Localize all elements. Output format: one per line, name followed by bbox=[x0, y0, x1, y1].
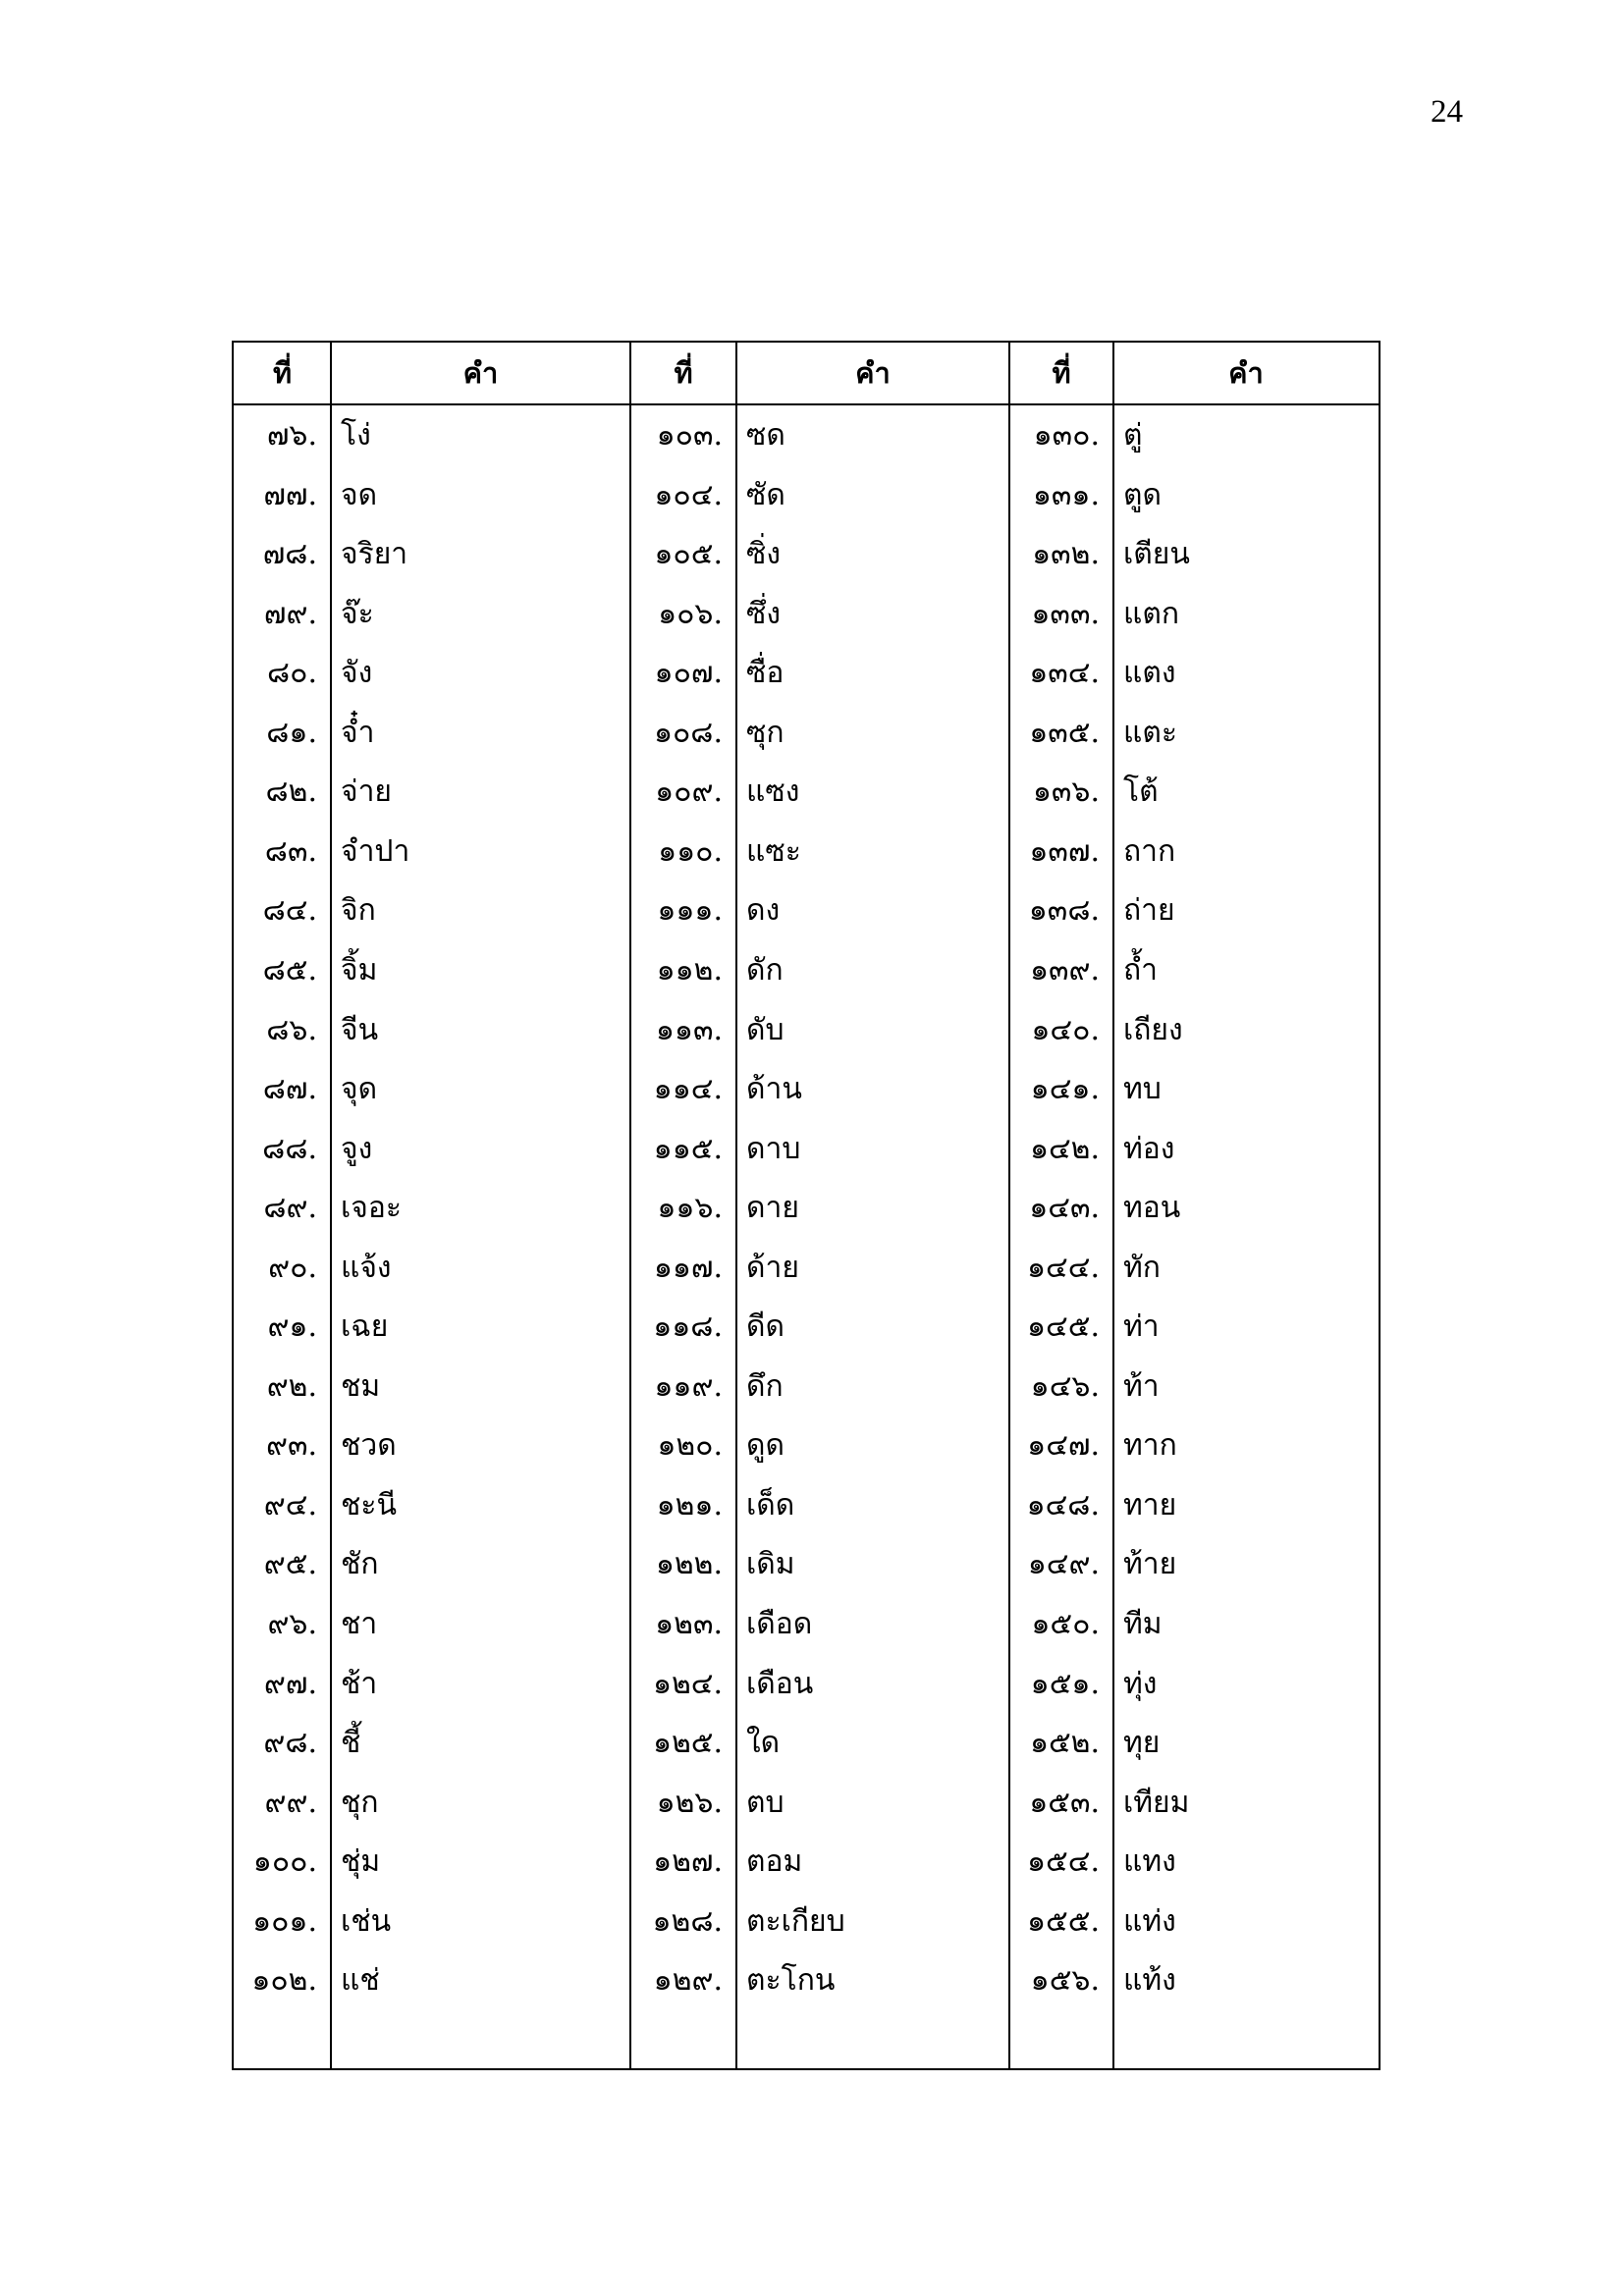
entry-word: จริยา bbox=[341, 537, 408, 572]
entry-word: แท้ง bbox=[1123, 1963, 1176, 1999]
entry-number: ๙๕. bbox=[263, 1547, 317, 1582]
entry-number: ๑๒๗. bbox=[653, 1844, 723, 1880]
entry-word: ชะนี bbox=[341, 1487, 397, 1522]
entry-number: ๘๑. bbox=[266, 715, 317, 750]
entry-word: ตอม bbox=[746, 1844, 803, 1880]
entry-number: ๑๓๖. bbox=[1032, 774, 1100, 810]
entry-number: ๑๒๓. bbox=[655, 1607, 723, 1641]
entry-number: ๑๕๓. bbox=[1029, 1785, 1100, 1820]
entry-word: ท่อง bbox=[1123, 1131, 1175, 1166]
header-word: คำ bbox=[462, 356, 499, 390]
entry-number: ๑๒๕. bbox=[652, 1726, 723, 1761]
entry-number: ๙๔. bbox=[263, 1487, 317, 1522]
header-number: ที่ bbox=[1052, 356, 1071, 390]
entry-word: จิ้ม bbox=[341, 952, 378, 988]
entry-word: ตู่ bbox=[1123, 418, 1143, 453]
entry-number: ๙๓. bbox=[265, 1428, 317, 1464]
entry-number: ๑๓๙. bbox=[1029, 952, 1100, 988]
entry-number: ๑๕๒. bbox=[1029, 1726, 1100, 1761]
entry-number: ๑๑๔. bbox=[653, 1072, 723, 1107]
entry-word: จูง bbox=[341, 1131, 373, 1166]
entry-number: ๑๓๘. bbox=[1028, 893, 1100, 929]
entry-word: ด้าน bbox=[746, 1072, 802, 1107]
entry-word: ดูด bbox=[746, 1428, 785, 1464]
entry-word: ชวด bbox=[341, 1428, 397, 1464]
entry-number: ๑๐๘. bbox=[653, 715, 723, 750]
entry-word: ชม bbox=[341, 1368, 381, 1404]
entry-number: ๑๔๗. bbox=[1027, 1428, 1100, 1464]
entry-word: จด bbox=[341, 477, 378, 512]
entry-number: ๑๕๑. bbox=[1030, 1666, 1100, 1701]
entry-word: ทาย bbox=[1123, 1487, 1177, 1522]
entry-number: ๙๑. bbox=[267, 1309, 317, 1345]
entry-number: ๑๓๒. bbox=[1032, 537, 1100, 572]
entry-word: ดึก bbox=[746, 1368, 784, 1404]
entry-number: ๑๒๙. bbox=[653, 1963, 723, 1999]
entry-word: ชุก bbox=[341, 1785, 379, 1820]
entry-number: ๑๔๔. bbox=[1027, 1250, 1100, 1285]
entry-word: ทุย bbox=[1123, 1726, 1161, 1761]
entry-word: ทัก bbox=[1123, 1250, 1161, 1285]
entry-number: ๑๑๑. bbox=[657, 893, 723, 929]
entry-number: ๗๖. bbox=[266, 418, 317, 453]
entry-word: ตะเกียบ bbox=[746, 1903, 845, 1939]
entry-number: ๑๒๘. bbox=[652, 1903, 723, 1939]
page-number: 24 bbox=[1431, 94, 1463, 130]
entry-word: ซัด bbox=[746, 477, 785, 512]
entry-word: ดาย bbox=[746, 1191, 799, 1226]
entry-word: เด็ด bbox=[746, 1487, 795, 1522]
entry-number: ๑๒๑. bbox=[656, 1487, 723, 1522]
entry-word: ใด bbox=[746, 1726, 781, 1761]
entry-number: ๑๐๒. bbox=[251, 1963, 317, 1999]
entry-word: ทบ bbox=[1123, 1072, 1162, 1107]
entry-word: ดาบ bbox=[746, 1131, 801, 1166]
entry-number: ๑๒๔. bbox=[652, 1666, 723, 1701]
entry-word: ชัก bbox=[341, 1547, 379, 1582]
entry-number: ๑๐๑. bbox=[252, 1903, 317, 1939]
entry-word: เดือด bbox=[746, 1607, 813, 1641]
entry-number: ๑๑๙. bbox=[654, 1368, 723, 1404]
entry-number: ๑๐๔. bbox=[654, 477, 723, 512]
entry-number: ๑๓๓. bbox=[1031, 596, 1100, 631]
entry-word: เดือน bbox=[746, 1666, 814, 1701]
entry-word: แท่ง bbox=[1123, 1903, 1176, 1939]
entry-word: จ๊ะ bbox=[341, 596, 374, 631]
entry-number: ๑๑๓. bbox=[655, 1012, 723, 1047]
entry-number: ๑๓๔. bbox=[1029, 656, 1100, 691]
entry-number: ๑๓๗. bbox=[1029, 833, 1100, 869]
entry-word: เตียน bbox=[1123, 537, 1190, 572]
entry-word: จีน bbox=[341, 1012, 379, 1047]
entry-number: ๑๒๖. bbox=[656, 1785, 723, 1820]
entry-number: ๙๒. bbox=[266, 1368, 317, 1404]
entry-number: ๑๓๑. bbox=[1032, 477, 1100, 512]
header-word: คำ bbox=[855, 356, 891, 390]
entry-number: ๑๑๘. bbox=[653, 1309, 723, 1345]
entry-word: แตก bbox=[1123, 596, 1179, 631]
entry-word: เทียม bbox=[1123, 1785, 1190, 1820]
entry-word: ทุ่ง bbox=[1123, 1666, 1158, 1701]
entry-word: แทง bbox=[1123, 1844, 1176, 1880]
entry-word: เจอะ bbox=[341, 1191, 402, 1226]
entry-number: ๙๗. bbox=[263, 1666, 317, 1701]
entry-number: ๑๔๓. bbox=[1029, 1191, 1100, 1226]
entry-word: เดิม bbox=[746, 1547, 795, 1582]
entry-number: ๑๔๕. bbox=[1027, 1309, 1100, 1345]
entry-number: ๘๙. bbox=[263, 1191, 317, 1226]
entry-word: ตบ bbox=[746, 1785, 785, 1820]
entry-number: ๑๐๓. bbox=[656, 418, 723, 453]
entry-number: ๑๕๖. bbox=[1030, 1963, 1100, 1999]
entry-number: ๘๗. bbox=[262, 1072, 317, 1107]
entry-number: ๘๓. bbox=[264, 833, 317, 869]
entry-word: เถียง bbox=[1123, 1012, 1183, 1047]
entry-word: ช้า bbox=[341, 1666, 378, 1701]
entry-number: ๗๙. bbox=[263, 596, 317, 631]
entry-word: ดง bbox=[746, 893, 781, 929]
entry-word: แตะ bbox=[1123, 715, 1177, 750]
entry-number: ๑๔๘. bbox=[1026, 1487, 1100, 1522]
entry-word: แช่ bbox=[341, 1963, 380, 1999]
entry-word: จำปา bbox=[341, 833, 410, 869]
entry-number: ๑๒๐. bbox=[657, 1428, 723, 1464]
entry-number: ๘๕. bbox=[262, 952, 317, 988]
entry-number: ๑๕๕. bbox=[1027, 1903, 1100, 1939]
entry-number: ๙๐. bbox=[268, 1250, 317, 1285]
word-table bbox=[232, 341, 1380, 2070]
entry-word: ซึ่ง bbox=[746, 596, 782, 631]
entry-word: ถ่าย bbox=[1123, 893, 1175, 929]
entry-word: เฉย bbox=[341, 1309, 389, 1345]
entry-word: ซด bbox=[746, 418, 785, 453]
entry-number: ๙๖. bbox=[267, 1607, 317, 1641]
column-divider bbox=[735, 343, 737, 2068]
entry-word: ดัก bbox=[746, 952, 784, 988]
entry-number: ๑๑๒. bbox=[656, 952, 723, 988]
entry-word: ทอน bbox=[1123, 1191, 1181, 1226]
entry-word: เช่น bbox=[341, 1903, 392, 1939]
entry-number: ๑๕๐. bbox=[1031, 1607, 1100, 1641]
entry-number: ๑๔๖. bbox=[1030, 1368, 1100, 1404]
entry-word: แซง bbox=[746, 774, 800, 810]
entry-number: ๑๑๐. bbox=[658, 833, 723, 869]
entry-number: ๑๑๖. bbox=[657, 1191, 723, 1226]
entry-word: ถาก bbox=[1123, 833, 1176, 869]
entry-number: ๑๕๔. bbox=[1027, 1844, 1100, 1880]
entry-word: แจ้ง bbox=[341, 1250, 392, 1285]
entry-word: ซื่อ bbox=[746, 656, 785, 691]
entry-word: ถ้ำ bbox=[1123, 952, 1159, 988]
entry-number: ๑๐๙. bbox=[655, 774, 723, 810]
header-word: คำ bbox=[1228, 356, 1264, 390]
header-number: ที่ bbox=[272, 356, 293, 390]
entry-number: ๙๘. bbox=[263, 1726, 317, 1761]
entry-number: ๗๘. bbox=[262, 537, 317, 572]
entry-word: ชุ่ม bbox=[341, 1844, 381, 1880]
entry-word: ท้า bbox=[1123, 1368, 1160, 1404]
entry-number: ๑๔๐. bbox=[1031, 1012, 1100, 1047]
entry-number: ๑๑๗. bbox=[653, 1250, 723, 1285]
column-divider bbox=[1112, 343, 1114, 2068]
entry-word: ท้าย bbox=[1123, 1547, 1177, 1582]
entry-number: ๑๔๒. bbox=[1029, 1131, 1100, 1166]
entry-word: ทีม bbox=[1123, 1607, 1163, 1641]
entry-word: ตูด bbox=[1123, 477, 1162, 512]
entry-word: ทาก bbox=[1123, 1428, 1177, 1464]
entry-word: ชี้ bbox=[341, 1726, 361, 1761]
entry-word: ด้าย bbox=[746, 1250, 799, 1285]
entry-number: ๙๙. bbox=[264, 1785, 317, 1820]
header-divider bbox=[234, 403, 1379, 405]
entry-word: แตง bbox=[1123, 656, 1176, 691]
entry-number: ๑๓๐. bbox=[1033, 418, 1100, 453]
entry-number: ๑๔๑. bbox=[1030, 1072, 1100, 1107]
entry-word: จัง bbox=[341, 656, 373, 691]
entry-number: ๘๔. bbox=[262, 893, 317, 929]
entry-word: โต้ bbox=[1123, 774, 1159, 810]
entry-word: ซิ่ง bbox=[746, 537, 782, 572]
entry-word: แซะ bbox=[746, 833, 801, 869]
header-number: ที่ bbox=[674, 356, 693, 390]
entry-word: ซุก bbox=[746, 715, 785, 750]
entry-word: ดีด bbox=[746, 1309, 785, 1345]
entry-word: ตะโกน bbox=[746, 1963, 836, 1999]
entry-word: ชา bbox=[341, 1607, 378, 1641]
entry-number: ๗๗. bbox=[263, 477, 317, 512]
entry-number: ๑๒๒. bbox=[655, 1547, 723, 1582]
entry-number: ๑๐๖. bbox=[658, 596, 723, 631]
entry-word: จ๋ำ bbox=[341, 715, 375, 750]
entry-number: ๑๐๗. bbox=[654, 656, 723, 691]
entry-word: จิก bbox=[341, 893, 376, 929]
entry-number: ๑๐๕. bbox=[654, 537, 723, 572]
entry-number: ๘๐. bbox=[267, 656, 317, 691]
entry-word: จ่าย bbox=[341, 774, 393, 810]
entry-word: ท่า bbox=[1123, 1309, 1160, 1345]
entry-number: ๑๔๙. bbox=[1027, 1547, 1100, 1582]
column-divider bbox=[330, 343, 332, 2068]
entry-number: ๘๖. bbox=[266, 1012, 317, 1047]
entry-word: ดับ bbox=[746, 1012, 785, 1047]
entry-word: จุด bbox=[341, 1072, 378, 1107]
entry-number: ๘๒. bbox=[265, 774, 317, 810]
entry-number: ๑๐๐. bbox=[252, 1844, 317, 1880]
entry-number: ๘๘. bbox=[262, 1131, 317, 1166]
entry-word: โง่ bbox=[341, 418, 371, 453]
entry-number: ๑๓๕. bbox=[1029, 715, 1100, 750]
entry-number: ๑๑๕. bbox=[653, 1131, 723, 1166]
